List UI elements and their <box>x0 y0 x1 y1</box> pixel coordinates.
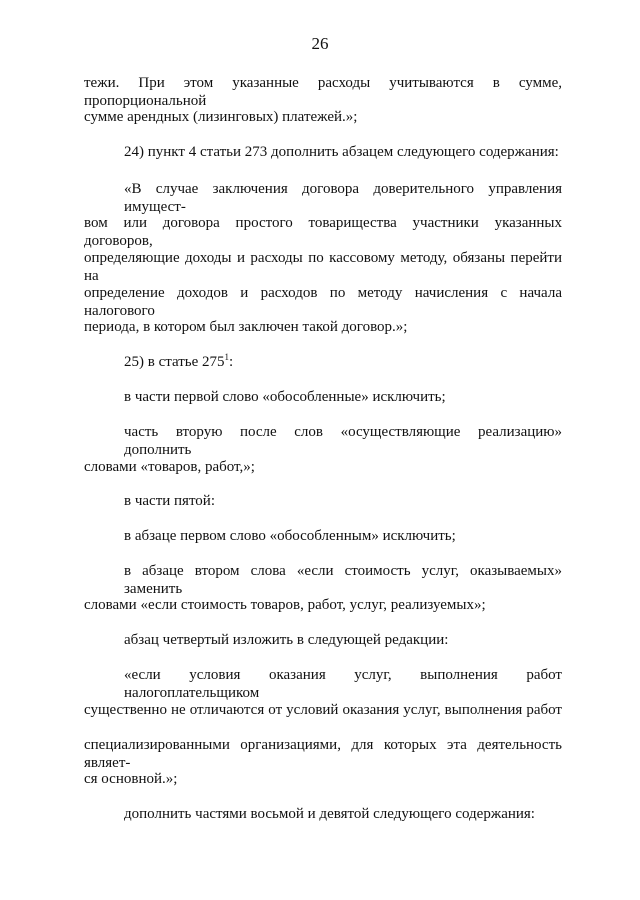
text-line: тежи. При этом указанные расходы учитываются в сумме, пропорциональной <box>84 75 562 109</box>
text-line: «если условия оказания услуг, выполнения работ налогоплательщиком <box>124 667 562 701</box>
text-line: в абзаце первом слово «обособленным» исключить; <box>124 528 456 544</box>
text-line: 24) пункт 4 статьи 273 дополнить абзацем следующего содержания: <box>124 144 559 160</box>
text-line: вом или договора простого товарищества участники указанных договоров, <box>84 215 562 249</box>
article-text: 25) в статье 275 <box>124 354 225 370</box>
text-line: определяющие доходы и расходы по кассовому методу, обязаны перейти на <box>84 250 562 284</box>
text-line: ся основной.»; <box>84 771 178 787</box>
text-line: словами «товаров, работ,»; <box>84 459 255 475</box>
text-line: «В случае заключения договора доверительного управления имущест- <box>124 181 562 215</box>
text-line: часть вторую после слов «осуществляющие реализацию» дополнить <box>124 424 562 458</box>
text-line: в абзаце втором слова «если стоимость услуг, оказываемых» заменить <box>124 563 562 597</box>
text-line: в части пятой: <box>124 493 216 509</box>
text-line: существенно не отличаются от условий оказания услуг, выполнения работ <box>84 702 562 718</box>
text-line <box>124 353 233 371</box>
text-line: абзац четвертый изложить в следующей редакции: <box>124 632 449 648</box>
page-number: 26 <box>311 34 329 53</box>
text-line: определение доходов и расходов по методу начисления с начала налогового <box>84 285 562 319</box>
text-line: периода, в котором был заключен такой договор.»; <box>84 319 408 335</box>
text-line: специализированными организациями, для которых эта деятельность являет- <box>84 737 562 771</box>
article-superscript: 1 <box>224 352 230 362</box>
text-line: словами «если стоимость товаров, работ, услуг, реализуемых»; <box>84 597 486 613</box>
text-line: в части первой слово «обособленные» исключить; <box>124 389 446 405</box>
text-line: дополнить частями восьмой и девятой следующего содержания: <box>124 806 535 822</box>
text-line: сумме арендных (лизинговых) платежей.»; <box>84 109 358 125</box>
article-tail: : <box>229 354 234 370</box>
